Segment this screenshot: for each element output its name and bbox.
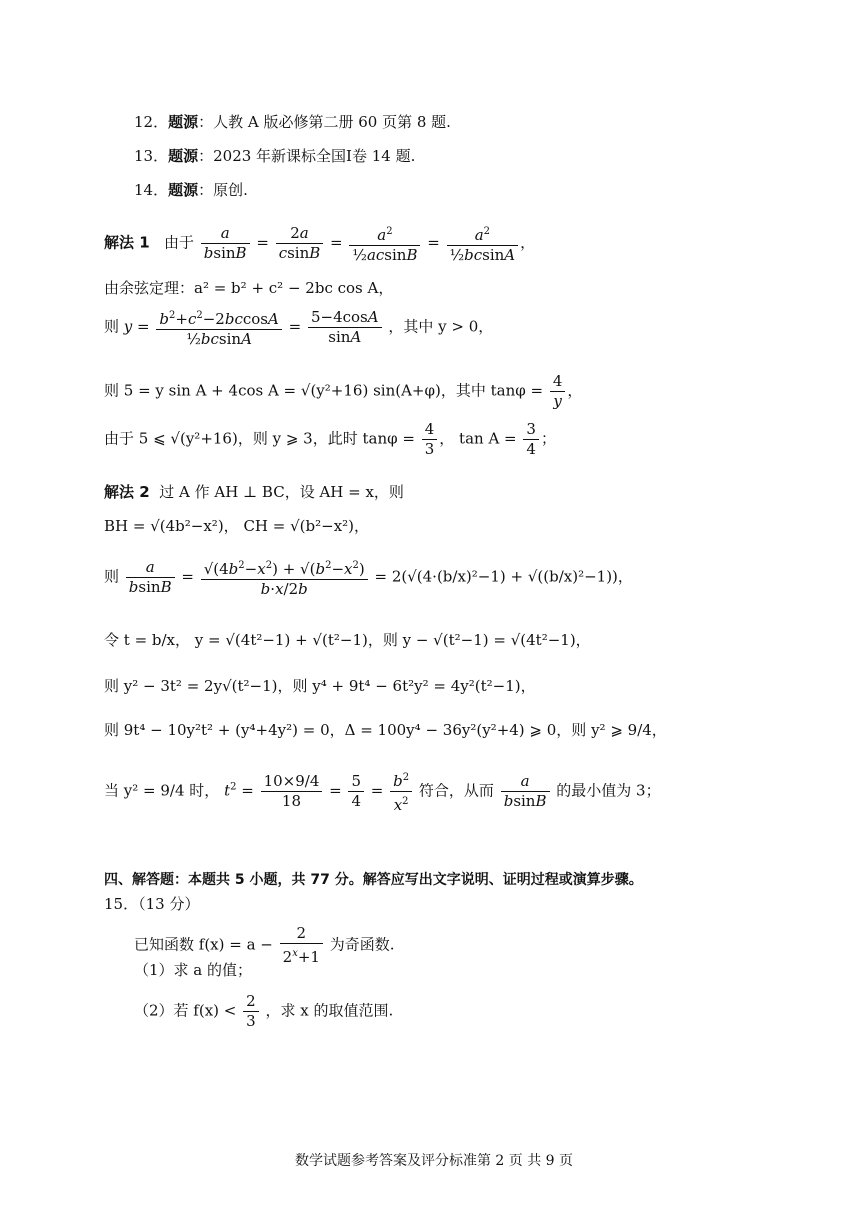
- method2-line3: 则 $\frac{a}{bsinB}$ = $\frac{√(4b^2-x^2) + √(b^2-x^2)}{b\cdot x/2b}$ = 2(√(4·(b/x)²−1) + √((b/x)²−1))，: [104, 558, 633, 598]
- formula-fraction: $\frac{5-4\cos A}{\sin A}$: [308, 308, 382, 347]
- formula-fraction: $\frac{a^2}{\text{½acsinB}}$: [349, 222, 420, 265]
- formula-fraction: $\frac{4}{y}$: [550, 372, 566, 411]
- question-15-number: 15．（13 分）: [104, 895, 200, 913]
- formula-fraction: $\frac{10\times 9/4}{18}$: [261, 772, 323, 811]
- formula-fraction: $\frac{a}{bsinB}$: [501, 772, 550, 811]
- question-15-stem: 已知函数 f(x) = a − $\frac{2}{2^x+1}$ 为奇函数.: [134, 924, 395, 966]
- source-14: 14．题源：原创.: [134, 181, 248, 199]
- formula-fraction: $\frac{b^2+c^2-2bccosA}{\text{½bcsinA}}$: [156, 306, 281, 349]
- formula-fraction: $\frac{a}{bsinB}$: [126, 558, 175, 597]
- source-13: 13．题源：2023 年新课标全国Ⅰ卷 14 题.: [134, 147, 416, 165]
- formula-fraction: $\frac{2}{3}$: [243, 992, 259, 1031]
- formula-fraction: $\frac{2a}{csinB}$: [276, 224, 324, 263]
- method1-line3: 则 y = $\frac{b^2+c^2-2bccosA}{\text{½bcsinA}}$ = $\frac{5-4\cos A}{\sin A}$ ，其中 y > 0，: [104, 308, 494, 348]
- method2-line1: 解法 2 过 A 作 AH ⊥ BC，设 AH = x，则: [104, 483, 404, 501]
- method2-line4: 令 t = b/x， y = √(4t²−1) + √(t²−1)，则 y − √(t²−1) = √(4t²−1)，: [104, 631, 591, 649]
- formula-fraction: $\frac{a}{bsinB}$: [201, 224, 250, 263]
- section-header: 四、解答题：本题共 5 小题，共 77 分。解答应写出文字说明、证明过程或演算步骤。: [104, 872, 643, 888]
- formula-fraction: $\frac{√(4b^2-x^2) + √(b^2-x^2)}{b\cdot x/2b}$: [201, 556, 368, 599]
- question-15-part1: （1）求 a 的值；: [134, 961, 253, 979]
- method1-line4: 则 5 = y sin A + 4cos A = √(y²+16) sin(A+φ)，其中 tanφ = $\frac{4}{y}$ ，: [104, 372, 583, 410]
- method1-line2: 由余弦定理：a² = b² + c² − 2bc cos A，: [104, 279, 394, 297]
- page-footer: 数学试题参考答案及评分标准第 2 页 共 9 页: [294, 1153, 574, 1169]
- formula-fraction: $\frac{4}{3}$: [422, 420, 438, 459]
- question-15-part2: （2）若 f(x) < $\frac{2}{3}$ ，求 x 的取值范围.: [134, 992, 394, 1030]
- formula-fraction: $\frac{3}{4}$: [523, 420, 539, 459]
- formula-fraction: $\frac{a^2}{\text{½bcsinA}}$: [447, 222, 519, 265]
- method1-line5: 由于 5 ⩽ √(y²+16)，则 y ⩾ 3，此时 tanφ = $\frac{4}{3}$ ， tan A = $\frac{3}{4}$ ；: [104, 420, 556, 458]
- method2-line5: 则 y² − 3t² = 2y√(t²−1)，则 y⁴ + 9t⁴ − 6t²y² = 4y²(t²−1)，: [104, 677, 536, 695]
- formula-fraction: $\frac{b^2}{x^2}$: [390, 768, 412, 815]
- method2-line7: 当 y² = 9/4 时， $t^2$ = $\frac{10\times 9/4}{18}$ = $\frac{5}{4}$ = $\frac{b^2}{x^2}$ 符合，从而 $\frac{a}{bsinB}$ 的最小值为 3；: [104, 768, 661, 815]
- formula-fraction: $\frac{2}{2^x+1}$: [280, 924, 323, 967]
- method2-line2: BH = √(4b²−x²)， CH = √(b²−x²)，: [104, 517, 370, 535]
- formula-fraction: $\frac{5}{4}$: [348, 772, 364, 811]
- source-12: 12．题源：人教 A 版必修第二册 60 页第 8 题.: [134, 113, 451, 131]
- method2-line6: 则 9t⁴ − 10y²t² + (y⁴+4y²) = 0，Δ = 100y⁴ − 36y²(y²+4) ⩾ 0，则 y² ⩾ 9/4，: [104, 721, 667, 739]
- method1-line1: 解法 1 由于 $\frac{a}{bsinB}$ = $\frac{2a}{csinB}$ = $\frac{a^2}{\text{½acsinB}}$ = $\frac{a^2}{\text{½bcsinA}}$ ，: [104, 224, 536, 264]
